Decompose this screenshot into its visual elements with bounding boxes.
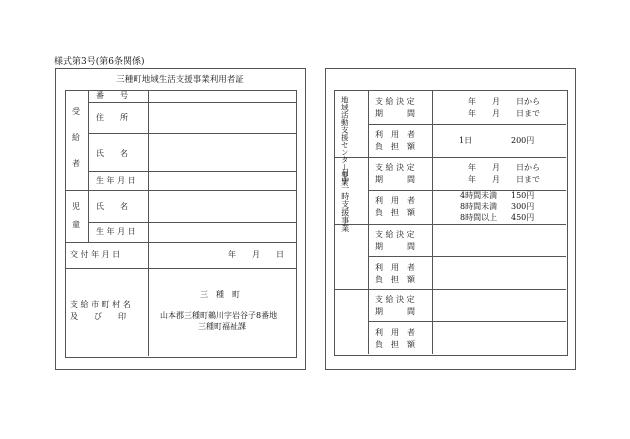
s1-fee-unit: 1日: [459, 136, 473, 145]
birth-label: 生 年 月 日: [96, 176, 136, 185]
s1-period-label-1: 支 給 決 定: [375, 97, 415, 106]
s2-fee-label-over8h: 8時間以上: [460, 213, 498, 222]
s4-fee-label-1: 利 用 者: [375, 328, 415, 337]
recipient-label-3: 者: [72, 159, 80, 168]
s3-period-label-1: 支 給 決 定: [375, 230, 415, 239]
s3-fee-label-2: 負 担 額: [375, 275, 415, 284]
s2-fee-label-1: 利 用 者: [375, 196, 415, 205]
section1-label: 地域活動支援センター事業: [340, 96, 350, 186]
name-label: 氏 名: [96, 149, 128, 158]
section2-label: 日中一時支援事業: [340, 168, 350, 232]
s2-period-label-2: 期 間: [375, 175, 415, 184]
issuer-label-line2: 及 び 印: [70, 312, 126, 321]
child-name-label: 氏 名: [96, 202, 128, 211]
s1-period-label-2: 期 間: [375, 109, 415, 118]
s4-period-label-2: 期 間: [375, 307, 415, 316]
s1-fee-amount: 200円: [511, 136, 535, 145]
issuer-dept: 三種町福祉課: [198, 322, 246, 331]
number-label: 番 号: [96, 91, 128, 100]
issuer-address: 山本郡三種町鵜川字岩谷子8番地: [160, 311, 278, 320]
s2-fee-label-4h: 4時間未満: [460, 191, 498, 200]
s2-fee-amount-over8h: 450円: [511, 213, 535, 222]
issuer-label-line1: 支 給 市 町 村 名: [70, 300, 131, 309]
address-label: 住 所: [96, 113, 128, 122]
s1-period-to: 年 月 日まで: [468, 109, 540, 118]
s2-period-label-1: 支 給 決 定: [375, 163, 415, 172]
recipient-label-2: 給: [72, 133, 80, 142]
child-birth-label: 生 年 月 日: [96, 227, 136, 236]
s2-period-to: 年 月 日まで: [468, 175, 540, 184]
recipient-label-1: 受: [72, 107, 80, 116]
card-title: 三種町地域生活支援事業利用者証: [116, 75, 244, 85]
child-label-1: 児: [72, 202, 80, 211]
s2-fee-label-2: 負 担 額: [375, 208, 415, 217]
s4-fee-label-2: 負 担 額: [375, 340, 415, 349]
child-label-2: 童: [72, 220, 80, 229]
s3-fee-label-1: 利 用 者: [375, 263, 415, 272]
s3-period-label-2: 期 間: [375, 242, 415, 251]
s2-fee-amount-4h: 150円: [511, 191, 535, 200]
s1-period-from: 年 月 日から: [468, 97, 540, 106]
s2-period-from: 年 月 日から: [468, 163, 540, 172]
s4-period-label-1: 支 給 決 定: [375, 295, 415, 304]
issue-date-label: 交 付 年 月 日: [70, 250, 121, 259]
s1-fee-label-2: 負 担 額: [375, 142, 415, 151]
s2-fee-label-8h: 8時間未満: [460, 202, 498, 211]
s1-fee-label-1: 利 用 者: [375, 130, 415, 139]
issuer-name: 三 種 町: [200, 290, 240, 299]
s2-fee-amount-8h: 300円: [511, 202, 535, 211]
form-number: 様式第3号(第6条関係): [54, 57, 145, 67]
right-table: [334, 90, 568, 356]
issue-date-value: 年 月 日: [228, 250, 284, 259]
